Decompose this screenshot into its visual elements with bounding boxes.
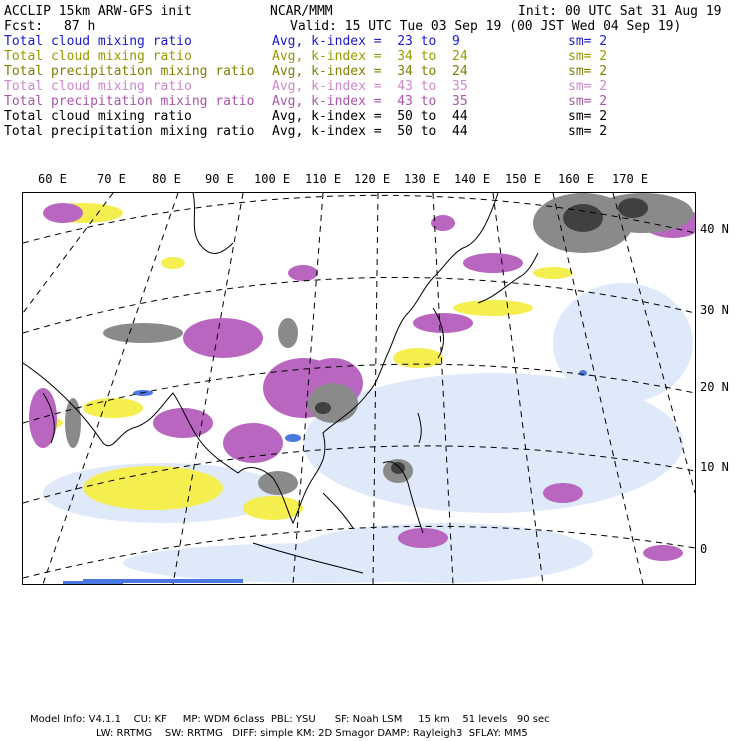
lon-label: 90 E <box>205 172 234 186</box>
field-name: Total precipitation mixing ratio <box>4 94 255 109</box>
field-avg: Avg, k-index = 50 to 44 <box>272 124 468 139</box>
field-sm: sm= 2 <box>568 34 608 49</box>
map-canvas <box>23 193 695 584</box>
lon-label: 100 E <box>254 172 291 186</box>
lon-label: 170 E <box>612 172 649 186</box>
lat-label: 30 N <box>700 303 729 317</box>
field-sm: sm= 2 <box>568 109 608 124</box>
fcst-value: 87 h <box>64 19 96 34</box>
field-avg: Avg, k-index = 43 to 35 <box>272 79 468 94</box>
footer-model-info: Model Info: V4.1.1 CU: KF MP: WDM 6class PBL: YSU SF: Noah LSM 15 km 51 levels 90 sec <box>30 714 550 725</box>
field-name: Total precipitation mixing ratio <box>4 64 255 79</box>
lon-label: 110 E <box>305 172 342 186</box>
lon-label: 60 E <box>38 172 67 186</box>
lon-label: 150 E <box>505 172 542 186</box>
field-sm: sm= 2 <box>568 49 608 64</box>
valid-time: Valid: 15 UTC Tue 03 Sep 19 (00 JST Wed 04 Sep 19) <box>290 19 682 34</box>
model-title: ACCLIP 15km ARW-GFS init <box>4 4 192 19</box>
field-sm: sm= 2 <box>568 94 608 109</box>
lon-label: 160 E <box>558 172 595 186</box>
lon-label: 80 E <box>152 172 181 186</box>
fcst-label: Fcst: <box>4 19 44 34</box>
field-avg: Avg, k-index = 23 to 9 <box>272 34 460 49</box>
field-sm: sm= 2 <box>568 79 608 94</box>
lon-label: 130 E <box>404 172 441 186</box>
lon-label: 70 E <box>97 172 126 186</box>
field-name: Total cloud mixing ratio <box>4 79 192 94</box>
lon-label: 140 E <box>454 172 491 186</box>
field-name: Total precipitation mixing ratio <box>4 124 255 139</box>
field-name: Total cloud mixing ratio <box>4 49 192 64</box>
field-name: Total cloud mixing ratio <box>4 109 192 124</box>
field-sm: sm= 2 <box>568 64 608 79</box>
field-avg: Avg, k-index = 34 to 24 <box>272 64 468 79</box>
field-avg: Avg, k-index = 43 to 35 <box>272 94 468 109</box>
lon-label: 120 E <box>354 172 391 186</box>
lat-label: 0 <box>700 542 708 556</box>
forecast-map <box>22 192 696 585</box>
lat-label: 20 N <box>700 380 729 394</box>
lat-label: 10 N <box>700 460 729 474</box>
init-time: Init: 00 UTC Sat 31 Aug 19 <box>518 4 722 19</box>
lat-label: 40 N <box>700 222 729 236</box>
field-name: Total cloud mixing ratio <box>4 34 192 49</box>
footer-physics-info: LW: RRTMG SW: RRTMG DIFF: simple KM: 2D Smagor DAMP: Rayleigh3 SFLAY: MM5 <box>96 728 528 739</box>
field-avg: Avg, k-index = 34 to 24 <box>272 49 468 64</box>
field-avg: Avg, k-index = 50 to 44 <box>272 109 468 124</box>
field-sm: sm= 2 <box>568 124 608 139</box>
org-label: NCAR/MMM <box>270 4 333 19</box>
